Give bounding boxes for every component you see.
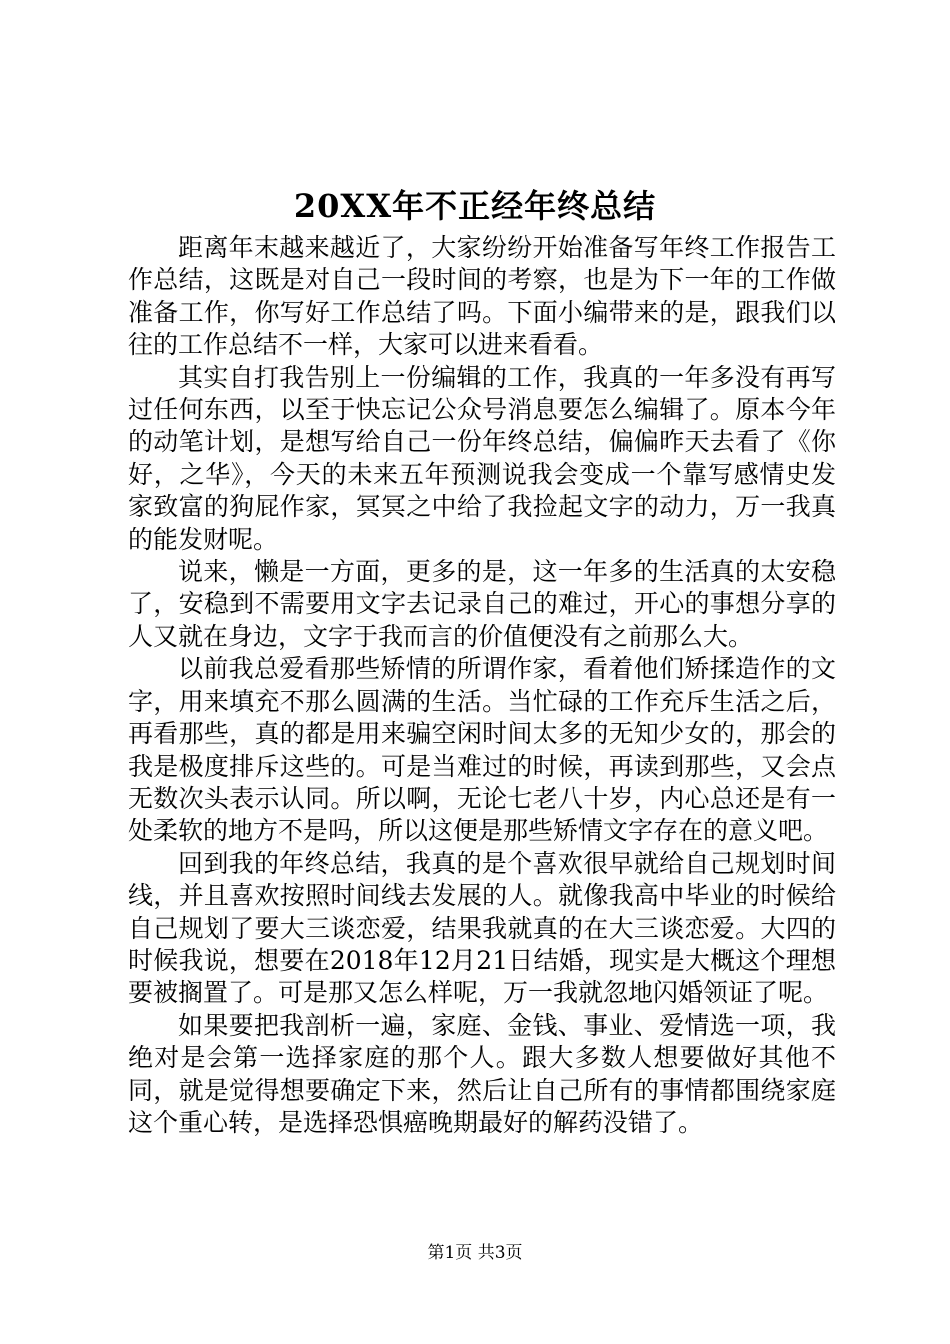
document-body (128, 232, 836, 1139)
paragraph-5: 回到我的年终总结，我真的是个喜欢很早就给自己规划时间线，并且喜欢按照时间线去发展的人。就像我高中毕业的时候给自己规划了要大三谈恋爱，结果我就真的在大三谈恋爱。大四的时候我说，想要在2018年12月21日结婚，现实是大概这个理想要被搁置了。可是那又怎么样呢，万一我就忽地闪婚领证了呢。 (128, 848, 836, 1008)
paragraph-2: 其实自打我告别上一份编辑的工作，我真的一年多没有再写过任何东西，以至于快忘记公众号消息要怎么编辑了。原本今年的动笔计划，是想写给自己一份年终总结，偏偏昨天去看了《你好，之华》，今天的未来五年预测说我会变成一个靠写感情史发家致富的狗屁作家，冥冥之中给了我捡起文字的动力，万一我真的能发财呢。 (128, 362, 836, 554)
paragraph-4: 以前我总爱看那些矫情的所谓作家，看着他们矫揉造作的文字，用来填充不那么圆满的生活。当忙碌的工作充斥生活之后，再看那些，真的都是用来骗空闲时间太多的无知少女的，那会的我是极度排斥这些的。可是当难过的时候，再读到那些，又会点无数次头表示认同。所以啊，无论七老八十岁，内心总还是有一处柔软的地方不是吗，所以这便是那些矫情文字存在的意义吧。 (128, 654, 836, 846)
page-number-footer: 第1页 共3页 (427, 1243, 523, 1263)
paragraph-3: 说来，懒是一方面，更多的是，这一年多的生活真的太安稳了，安稳到不需要用文字去记录自己的难过，开心的事想分享的人又就在身边，文字于我而言的价值便没有之前那么大。 (128, 557, 836, 651)
paragraph-1: 距离年末越来越近了，大家纷纷开始准备写年终工作报告工作总结，这既是对自己一段时间的考察，也是为下一年的工作做准备工作，你写好工作总结了吗。下面小编带来的是，跟我们以往的工作总结不一样，大家可以进来看看。 (128, 233, 836, 360)
document-title: 20XX年不正经年终总结 (293, 187, 657, 225)
paragraph-6: 如果要把我剖析一遍，家庭、金钱、事业、爱情选一项，我绝对是会第一选择家庭的那个人。跟大多数人想要做好其他不同，就是觉得想要确定下来，然后让自己所有的事情都围绕家庭这个重心转，是选择恐惧癌晚期最好的解药没错了。 (128, 1010, 836, 1137)
